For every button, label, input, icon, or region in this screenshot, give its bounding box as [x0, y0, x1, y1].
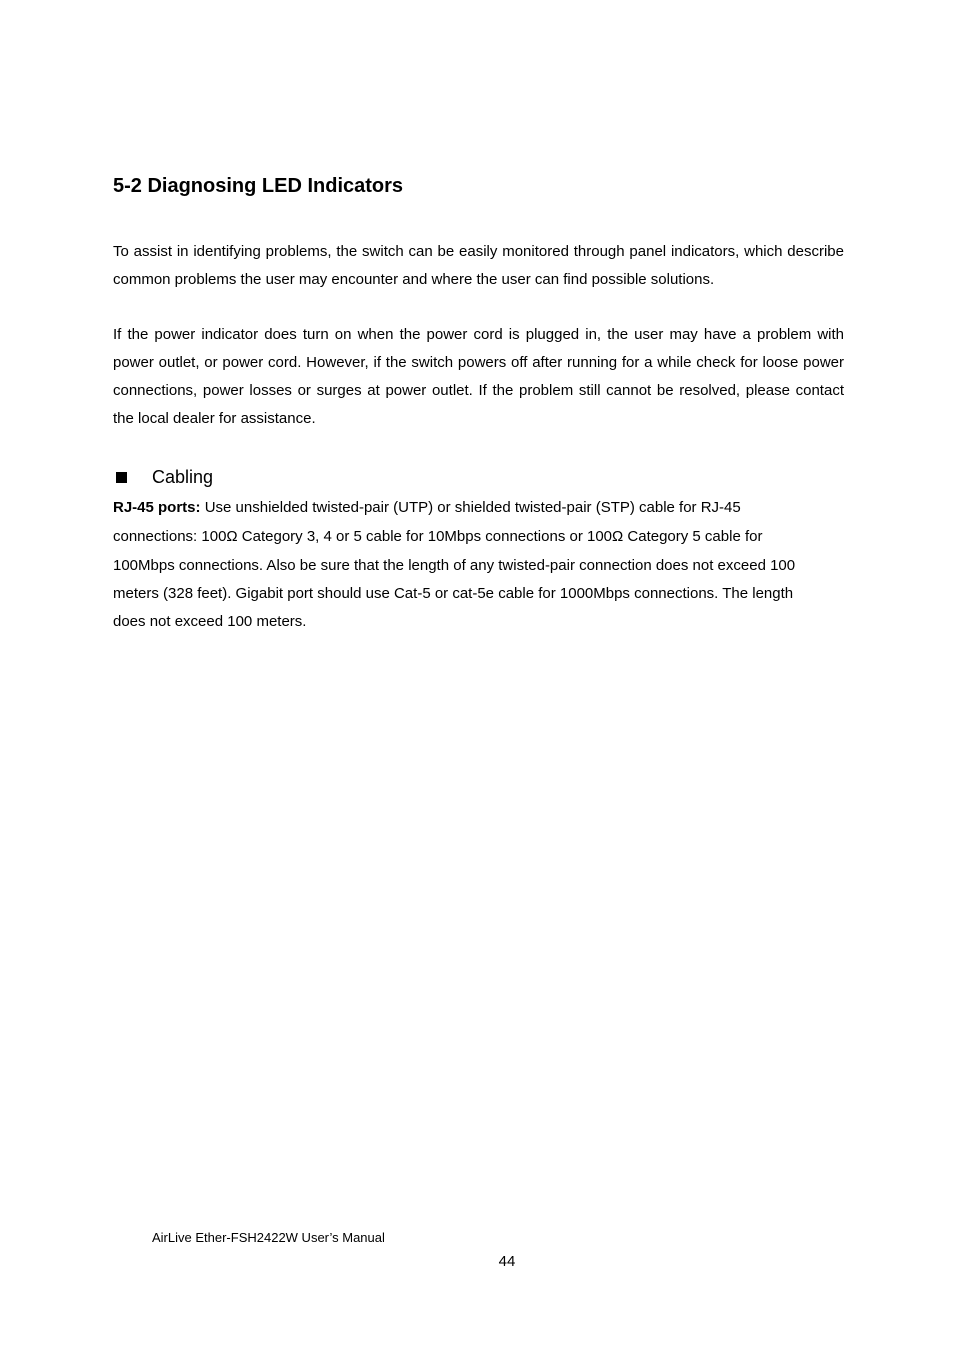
rj45-paragraph [113, 494, 844, 636]
cabling-label: Cabling [152, 467, 214, 487]
section-heading: 5-2 Diagnosing LED Indicators [113, 175, 404, 197]
rj45-line-4: meters (328 feet). Gigabit port should use Cat-5 or cat-5e cable for 1000Mbps connections. The length [113, 585, 794, 602]
rj45-line-3: 100Mbps connections. Also be sure that the length of any twisted-pair connection does not exceed 100 [113, 557, 796, 574]
square-bullet-icon [116, 472, 127, 483]
footer-manual-title: AirLive Ether-FSH2422W User’s Manual [152, 1230, 385, 1245]
intro-paragraph: To assist in identifying problems, the switch can be easily monitored through panel indicators, which describe common problems the user may encounter and where the user can find possible solutions. [113, 243, 844, 288]
cabling-bullet [116, 464, 213, 490]
rj45-line-5: does not exceed 100 meters. [113, 613, 307, 630]
rj45-line-2: connections: 100Ω Category 3, 4 or 5 cable for 10Mbps connections or 100Ω Category 5 cable for [113, 528, 763, 545]
page-number: 44 [498, 1253, 516, 1270]
rj45-label: RJ-45 ports: [113, 499, 201, 516]
rj45-line-1 [113, 494, 844, 522]
rj45-line-1-text: Use unshielded twisted-pair (UTP) or shielded twisted-pair (STP) cable for RJ-45 [200, 499, 741, 516]
power-paragraph: If the power indicator does turn on when the power cord is plugged in, the user may have a problem with power outlet, or power cord. However, if the switch powers off after running for a while check for loose power connections, power losses or surges at power outlet. If the problem still cannot be resolved, please contact the local dealer for assistance. [113, 326, 844, 427]
